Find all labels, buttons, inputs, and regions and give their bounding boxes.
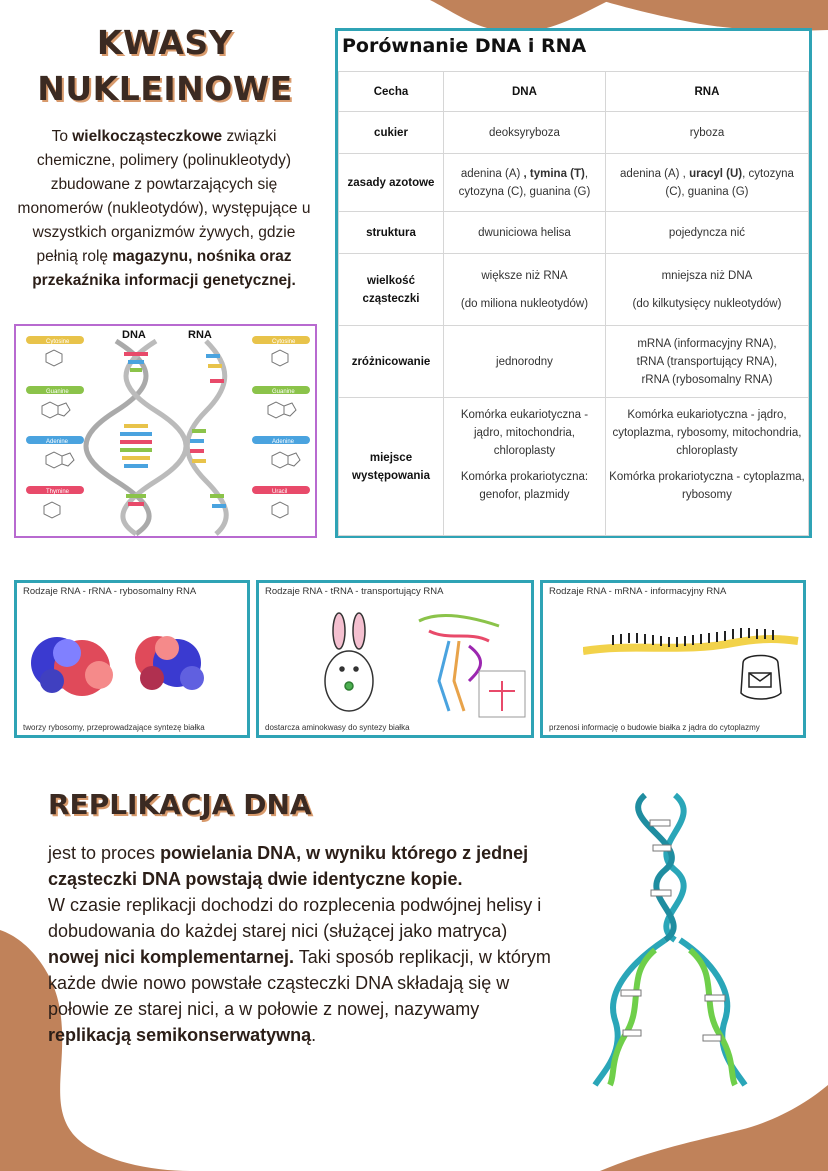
- row-label-size: wielkość cząsteczki: [339, 254, 444, 326]
- dna-rna-diagram: [14, 324, 317, 538]
- comparison-table-card: [335, 28, 812, 538]
- cell-rna-sugar: ryboza: [605, 112, 808, 154]
- left-label-guanine: Guanine: [46, 389, 69, 395]
- cell-rna-variety: mRNA (informacyjny RNA), tRNA (transportujący RNA), rRNA (rybosomalny RNA): [605, 326, 808, 398]
- intro-bold-2: magazynu, nośnika oraz przekaźnika informacji genetycznej.: [32, 248, 296, 289]
- table-row: [339, 254, 809, 326]
- left-label-cytosine: Cytosine: [46, 339, 70, 345]
- table-row: [339, 212, 809, 254]
- table-row: [339, 112, 809, 154]
- card-mrna: [540, 580, 806, 738]
- left-label-adenine: Adenine: [46, 439, 69, 445]
- cell-rna-size: mniejsza niż DNA (do kilkutysięcy nukleotydów): [605, 254, 808, 326]
- cell-dna-size: większe niż RNA (do miliona nukleotydów): [444, 254, 606, 326]
- card-rrna-caption: Rodzaje RNA - rRNA - rybosomalny RNA: [23, 586, 197, 597]
- header-dna: DNA: [444, 72, 606, 112]
- card-rrna: [14, 580, 250, 738]
- table-row: [339, 398, 809, 536]
- card-trna: [256, 580, 534, 738]
- intro-text-2: związki chemiczne, polimery (polinukleotydy) zbudowane z powtarzających się monomerów (nukleotydów), występujące u wszystkich organizmów żywych, gdzie pełnią rolę: [17, 128, 311, 265]
- row-label-sugar: cukier: [339, 112, 444, 154]
- header-feature: Cecha: [339, 72, 444, 112]
- intro-bold-1: wielkocząsteczkowe: [72, 128, 223, 145]
- cell-dna-location: Komórka eukariotyczna - jądro, mitochondria, chloroplasty Komórka prokariotyczna: genofor, plazmidy: [444, 398, 606, 536]
- card-mrna-caption: Rodzaje RNA - mRNA - informacyjny RNA: [549, 586, 727, 597]
- cell-dna-bases: adenina (A) , tymina (T), cytozyna (C), guanina (G): [444, 154, 606, 212]
- intro-text-1: To: [51, 128, 73, 145]
- dna-replication-illustration: [585, 790, 765, 1090]
- table-row: [339, 154, 809, 212]
- trna-image: [319, 611, 529, 723]
- card-rrna-footer: tworzy rybosomy, przeprowadzające syntezę białka: [23, 723, 205, 732]
- cell-rna-bases: adenina (A) , uracyl (U), cytozyna (C), guanina (G): [605, 154, 808, 212]
- card-trna-caption: Rodzaje RNA - tRNA - transportujący RNA: [265, 586, 444, 597]
- row-label-variety: zróżnicowanie: [339, 326, 444, 398]
- dna-label: DNA: [122, 329, 146, 341]
- row-label-structure: struktura: [339, 212, 444, 254]
- row-label-location: miejsce występowania: [339, 398, 444, 536]
- replication-title: REPLIKACJA DNA: [48, 788, 312, 821]
- title-line-2: NUKLEINOWE: [37, 69, 293, 108]
- cell-rna-structure: pojedyncza nić: [605, 212, 808, 254]
- cell-dna-variety: jednorodny: [444, 326, 606, 398]
- table-row: [339, 326, 809, 398]
- ribosome-image: [27, 623, 237, 713]
- card-mrna-footer: przenosi informację o budowie białka z jądra do cytoplazmy: [549, 723, 760, 732]
- left-label-thymine: Thymine: [46, 489, 70, 495]
- bunny-icon: [325, 613, 373, 711]
- dna-rna-illustration: [16, 326, 315, 536]
- messenger-envelope-icon: [741, 656, 781, 700]
- row-label-bases: zasady azotowe: [339, 154, 444, 212]
- page-title: [20, 20, 310, 112]
- dna-helix: [86, 341, 186, 534]
- table-header-row: [339, 72, 809, 112]
- rna-label: RNA: [188, 329, 212, 341]
- title-line-1: KWASY: [96, 23, 234, 62]
- replication-text: jest to proces powielania DNA, w wyniku którego z jednej cząsteczki DNA powstają dwie identyczne kopie. W czasie replikacji dochodzi do rozplecenia podwójnej helisy i dobudowania do każdej starej nici (służącej jako matryca) nowej nici komplementarnej. Taki sposób replikacji, w którym każde dwie nowo powstałe cząsteczki DNA składają się w połowie ze starej nici, a w połowie z nowej, nazywamy replikacją semikonserwatywną.: [48, 843, 551, 1045]
- right-label-cytosine: Cytosine: [272, 339, 296, 345]
- right-label-uracil: Uracil: [272, 489, 288, 495]
- intro-paragraph: [14, 125, 314, 293]
- comparison-table: [338, 71, 809, 536]
- right-label-adenine: Adenine: [272, 439, 295, 445]
- rna-strand: [187, 341, 226, 534]
- header-rna: RNA: [605, 72, 808, 112]
- mrna-image: [583, 613, 803, 713]
- cell-rna-location: Komórka eukariotyczna - jądro, cytoplazma, rybosomy, mitochondria, chloroplasty Komórka prokariotyczna - cytoplazma, rybosomy: [605, 398, 808, 536]
- right-label-guanine: Guanine: [272, 389, 295, 395]
- cell-dna-sugar: deoksyryboza: [444, 112, 606, 154]
- table-title: Porównanie DNA i RNA: [342, 35, 587, 57]
- card-trna-footer: dostarcza aminokwasy do syntezy białka: [265, 723, 410, 732]
- cell-dna-structure: dwuniciowa helisa: [444, 212, 606, 254]
